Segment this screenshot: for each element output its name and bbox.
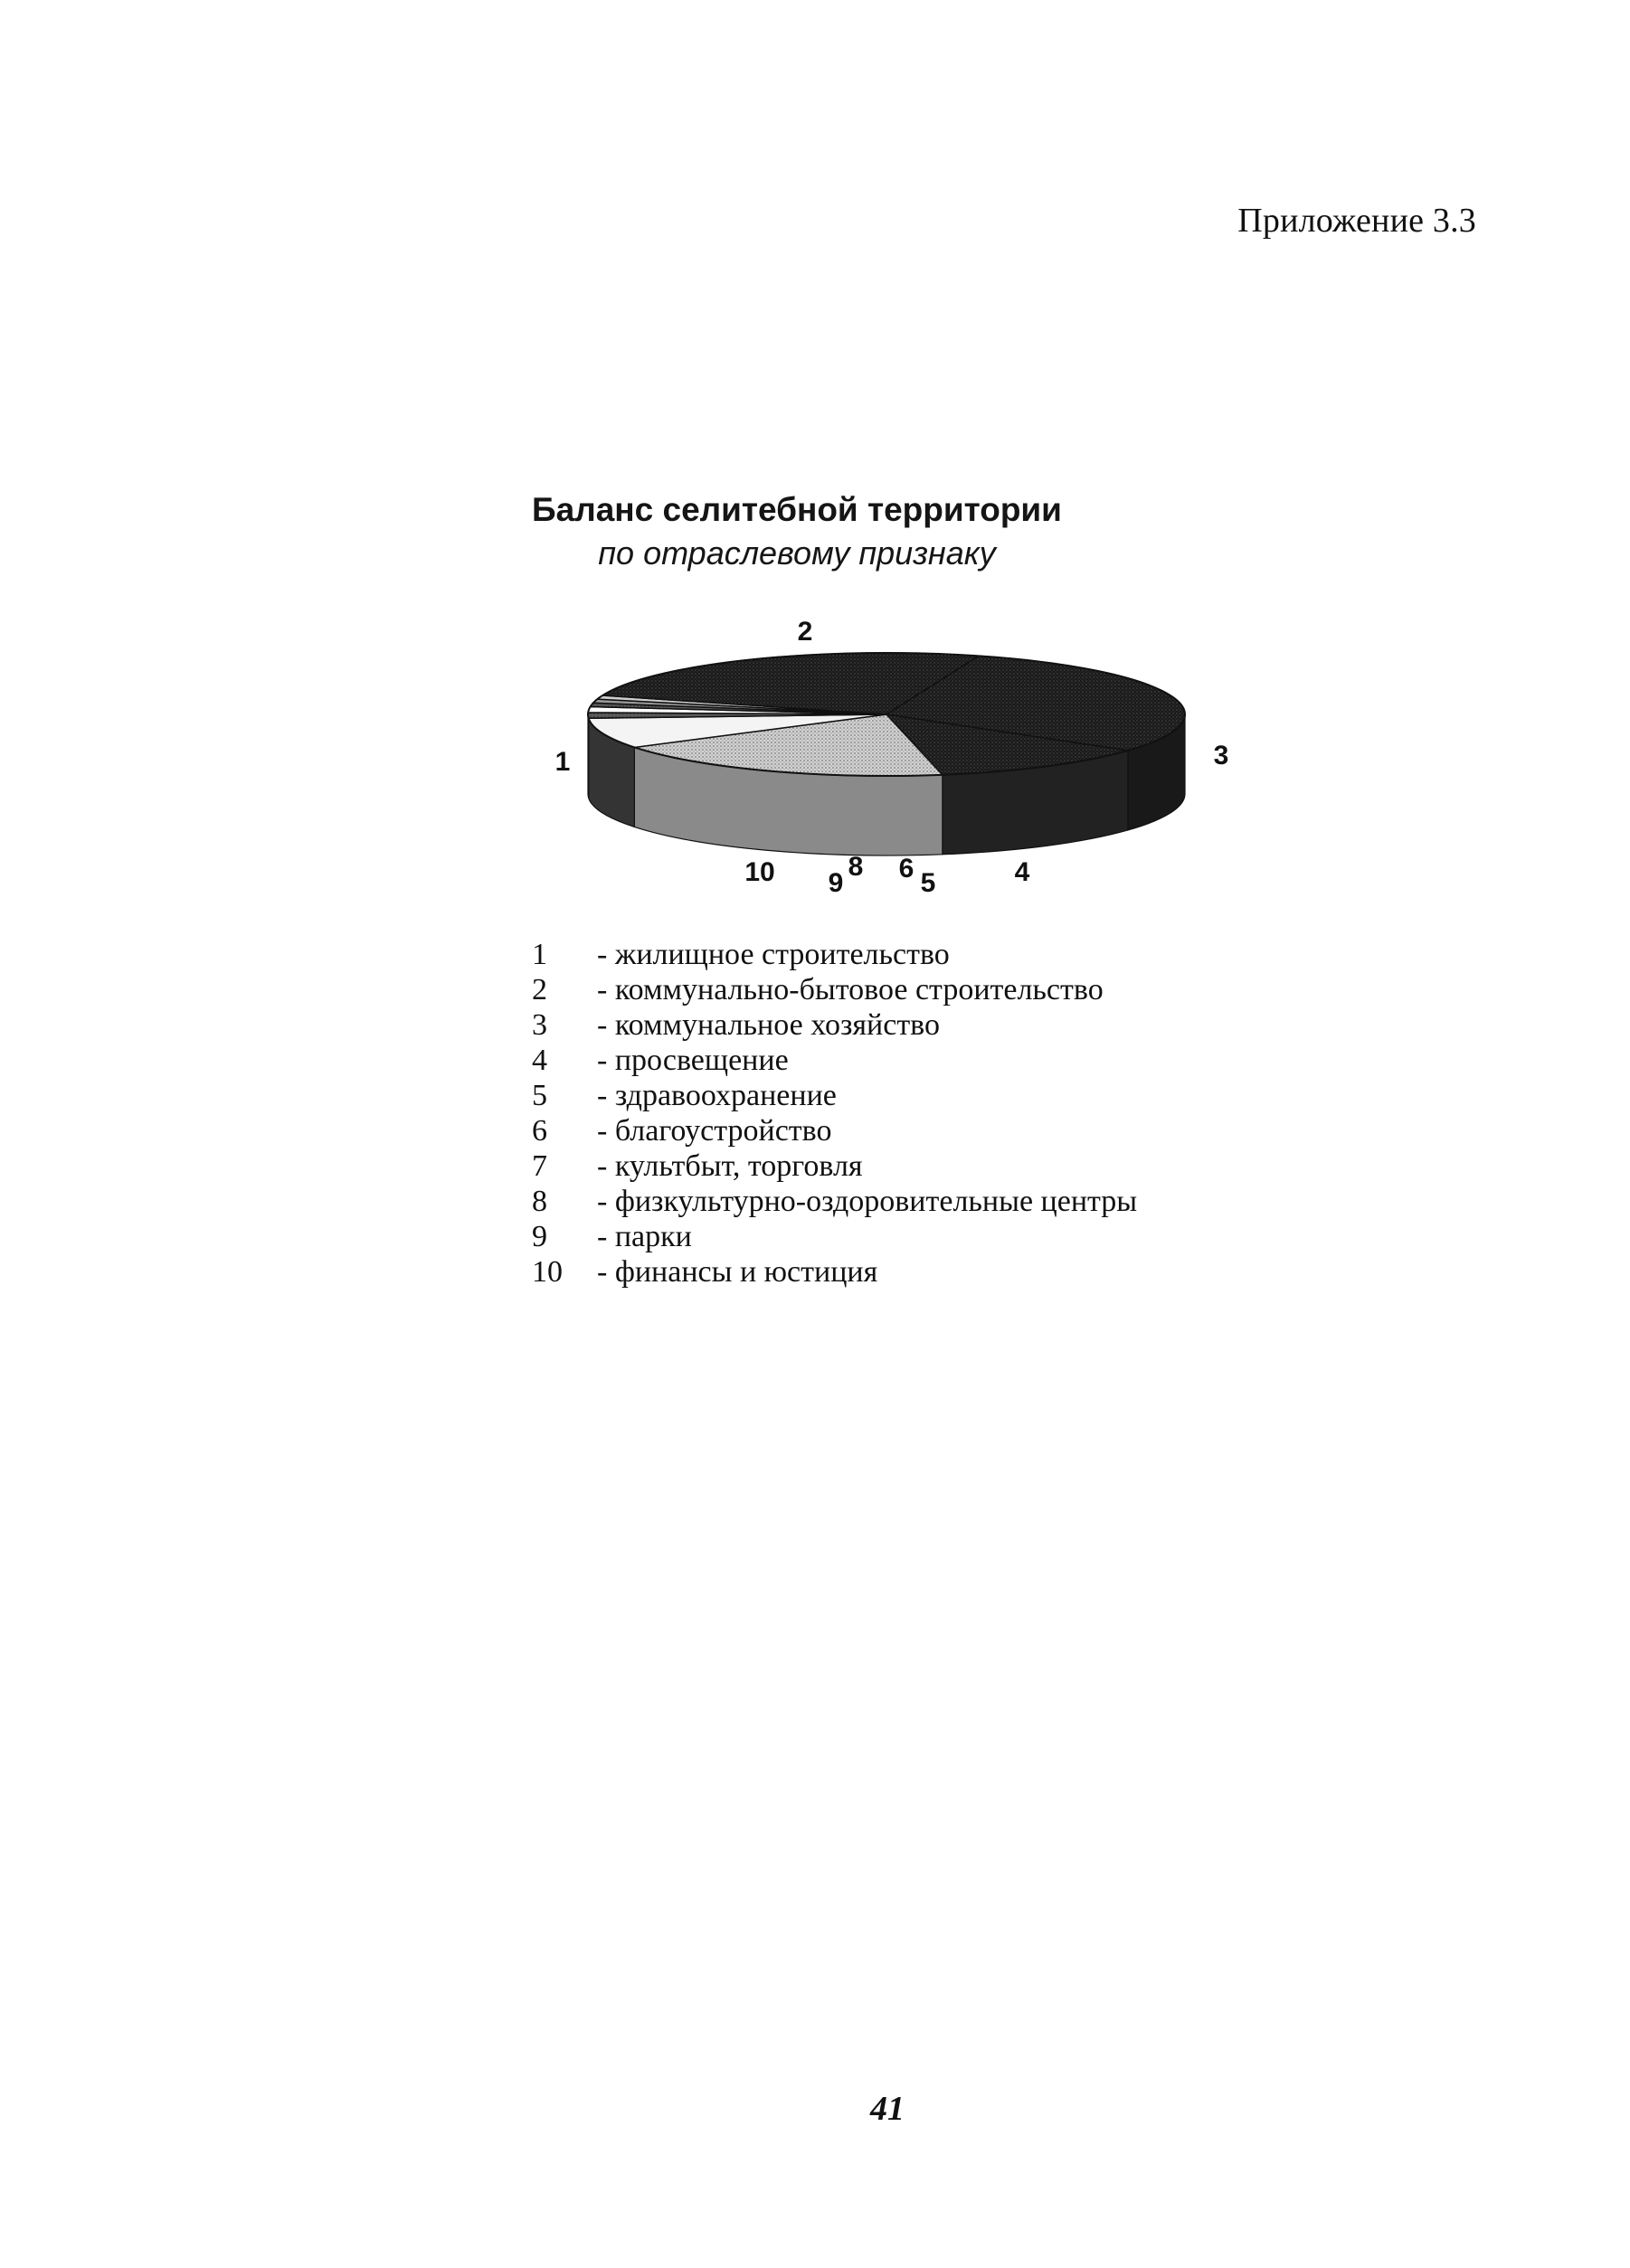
pie-data-label-4: 4 <box>1014 857 1030 887</box>
legend-item-label: - жилищное строительство <box>597 938 950 971</box>
legend-item-label: - коммунально-бытовое строительство <box>597 973 1104 1006</box>
legend-item-label: - физкультурно-оздоровительные центры <box>597 1185 1138 1218</box>
pie-data-label-8: 8 <box>848 852 864 882</box>
pie-chart <box>507 615 1266 904</box>
legend-item-7 <box>532 1148 1137 1184</box>
appendix-label: Приложение 3.3 <box>1237 202 1476 240</box>
legend-item-number: 9 <box>532 1220 547 1253</box>
pie-data-label-6: 6 <box>898 854 915 884</box>
legend-item-number: 10 <box>532 1255 563 1289</box>
legend-item-label: - финансы и юстиция <box>597 1255 878 1289</box>
pie-data-label-3: 3 <box>1213 741 1229 770</box>
legend-item-9 <box>532 1219 1137 1254</box>
legend-item-number: 5 <box>532 1079 547 1112</box>
pie-data-label-2: 2 <box>797 617 813 647</box>
legend-item-8 <box>532 1184 1137 1219</box>
legend-item-label: - культбыт, торговля <box>597 1149 863 1183</box>
pie-slice-side-5 <box>588 714 589 798</box>
pie-data-label-1: 1 <box>554 747 571 777</box>
page-number: 41 <box>870 2090 905 2128</box>
chart-title: Баланс селитебной территории <box>532 491 1062 528</box>
legend-item-number: 4 <box>532 1044 547 1077</box>
chart-title-block <box>0 488 1630 575</box>
legend-item-number: 7 <box>532 1149 547 1183</box>
legend-item-1 <box>532 937 1137 972</box>
legend-item-number: 6 <box>532 1114 547 1148</box>
legend-item-6 <box>532 1113 1137 1148</box>
legend-item-5 <box>532 1078 1137 1113</box>
legend-item-10 <box>532 1254 1137 1290</box>
chart-subtitle: по отраслевому признаку <box>598 534 996 572</box>
pie-data-label-5: 5 <box>920 868 936 898</box>
pie-data-label-10: 10 <box>744 857 775 887</box>
legend-item-label: - просвещение <box>597 1044 789 1077</box>
legend-item-number: 1 <box>532 938 547 971</box>
legend-item-number: 3 <box>532 1008 547 1042</box>
legend-item-label: - здравоохранение <box>597 1079 837 1112</box>
legend-item-label: - благоустройство <box>597 1114 832 1148</box>
legend-item-4 <box>532 1043 1137 1078</box>
pie-data-label-9: 9 <box>828 868 844 898</box>
legend <box>532 937 1137 1290</box>
legend-item-3 <box>532 1007 1137 1043</box>
legend-item-number: 8 <box>532 1185 547 1218</box>
legend-item-number: 2 <box>532 973 547 1006</box>
legend-item-label: - коммунальное хозяйство <box>597 1008 940 1042</box>
legend-item-label: - парки <box>597 1220 692 1253</box>
legend-item-2 <box>532 972 1137 1007</box>
